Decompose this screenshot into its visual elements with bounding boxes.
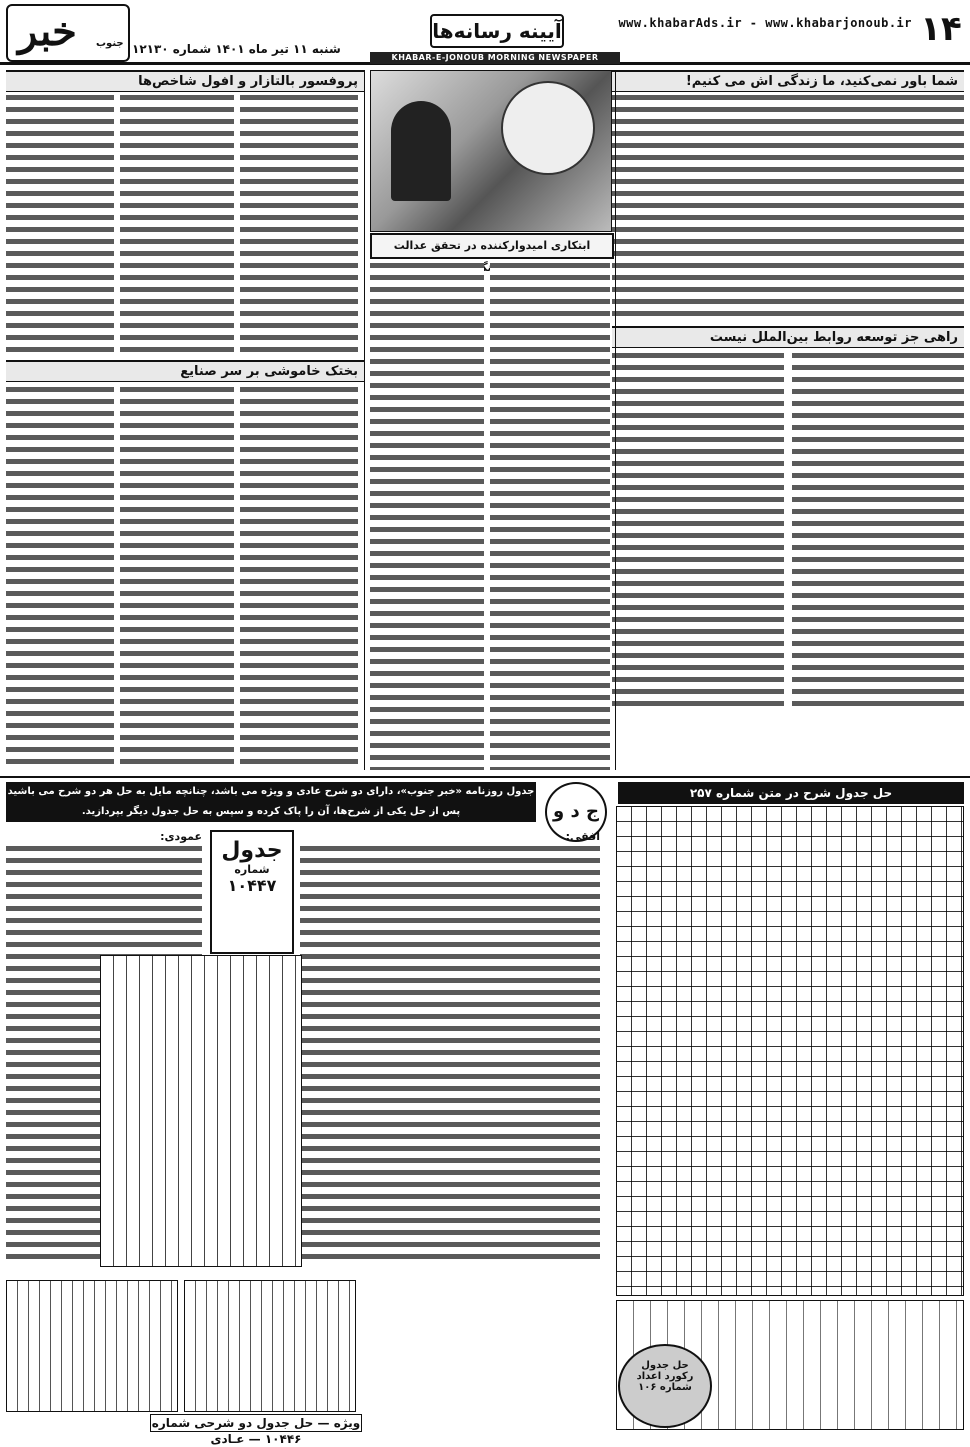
puzzle-number: ۱۰۴۴۷ — [227, 876, 277, 895]
article-body-4c — [6, 92, 114, 352]
instructions-line-1: جدول روزنامه «خبر جنوب»، دارای دو شرح عادی و ویژه می باشد، چنانچه مایل به حل هر دو شرح می باشید — [7, 786, 535, 797]
solution-banner: حل جدول شرح در متن شماره ۲۵۷ — [618, 782, 964, 804]
down-header: عمودی: — [160, 830, 202, 843]
masthead-strip: KHABAR-E-JONOUB MORNING NEWSPAPER — [370, 52, 620, 64]
photo-caption: ابتکاری امیدوارکننده در تحقق عدالت — [370, 233, 614, 259]
article-title-2: راهی جز توسعه روابط بین‌الملل نیست — [612, 326, 964, 348]
newspaper-logo — [6, 4, 130, 62]
article-body-4a — [240, 92, 358, 352]
article-title-4: پروفسور بالتازار و افول شاخص‌ها — [6, 70, 364, 92]
article-body-2b — [792, 350, 964, 710]
article-title-1: شما باور نمی‌کنید، ما زندگی اش می کنیم! — [612, 70, 964, 92]
issue-date: شنبه ۱۱ تیر ماه ۱۴۰۱ شماره ۱۲۱۳۰ — [132, 42, 341, 56]
figure-silhouette-icon — [391, 101, 451, 201]
instructions-line-2: پس از حل یکی از شرح‌ها، آن را پاک کرده و سپس به حل جدول دیگر بپردازید. — [81, 806, 461, 817]
footer-special: ویژه — [333, 1416, 361, 1430]
article-body-5a — [240, 384, 358, 770]
article-body-3b — [370, 260, 484, 770]
article-photo — [370, 70, 612, 232]
article-body-3a — [490, 260, 610, 770]
puzzle-label-box — [210, 830, 294, 954]
logo-text: خبر — [18, 8, 77, 55]
article-body-4b — [120, 92, 234, 352]
badge-line-3: شماره ۱۰۶ — [638, 1382, 692, 1393]
previous-solution-ribbon: ویژه — حل جدول دو شرحی شماره ۱۰۴۴۶ — عـادی — [151, 1416, 361, 1446]
previous-solution-grid-1 — [6, 1280, 178, 1412]
section-title: آیینه رسانه‌ها — [430, 14, 564, 48]
puzzle-grid[interactable] — [100, 955, 302, 1267]
site-links[interactable]: www.khabarAds.ir - www.khabarjonoub.ir — [618, 16, 912, 30]
page-number: ۱۴ — [920, 9, 962, 49]
article-body-2a — [612, 350, 784, 710]
solution-grid — [616, 806, 964, 1296]
column-divider — [364, 70, 365, 770]
footer-text: حل جدول دو شرحی شماره ۱۰۴۴۶ — [151, 1416, 314, 1446]
crossword-badge: ج د و — [545, 782, 607, 842]
footer-regular: عـادی — [210, 1432, 245, 1446]
instructions-banner — [6, 782, 536, 822]
previous-solution-grid-2 — [184, 1280, 356, 1412]
article-body-5b — [120, 384, 234, 770]
puzzle-label: جدول — [221, 838, 283, 863]
column-divider — [615, 70, 616, 770]
number-puzzle-badge — [618, 1344, 712, 1428]
article-body-5c — [6, 384, 114, 770]
logo-subtext: جنوب — [96, 38, 124, 49]
badge-line-1: حل جدول — [641, 1360, 689, 1371]
article-body-1 — [612, 92, 964, 320]
badge-line-2: رکورد اعداد — [636, 1371, 694, 1382]
article-title-5: بختک خاموشی بر سر صنایع — [6, 360, 364, 382]
globe-icon — [501, 81, 595, 175]
section-divider — [0, 776, 970, 778]
across-clues — [300, 830, 600, 1270]
puzzle-sub-label: شماره — [234, 863, 270, 876]
across-header: افقی: — [565, 830, 600, 843]
